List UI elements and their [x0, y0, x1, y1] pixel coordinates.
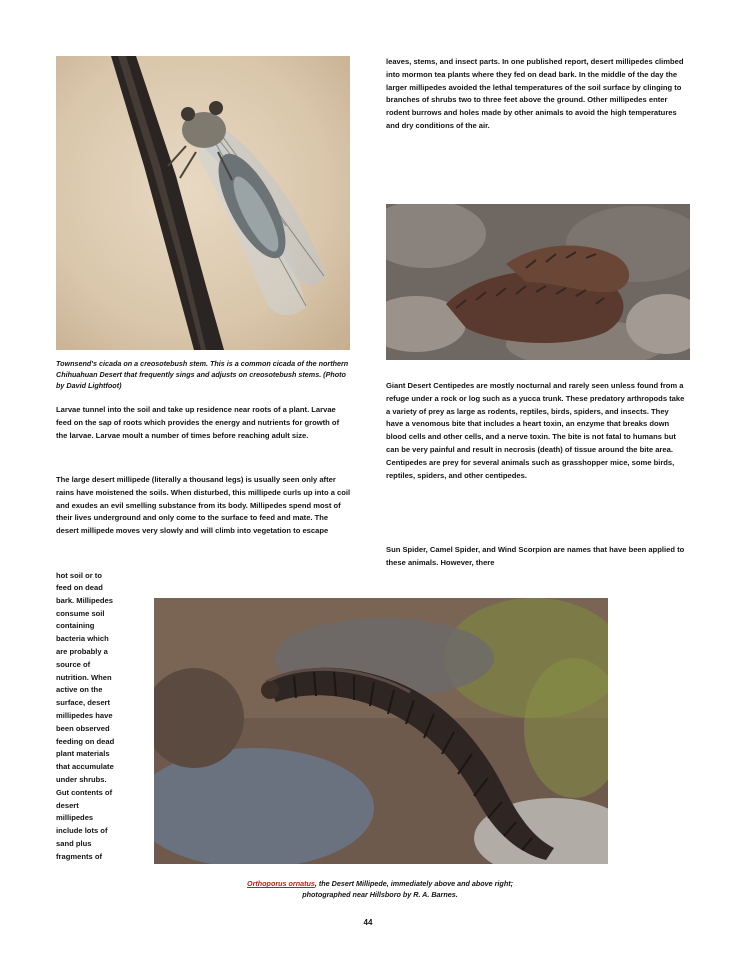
narrow-line: millipedes have — [56, 710, 113, 720]
centipede-photo — [386, 204, 690, 360]
narrow-text-column — [56, 582, 148, 864]
millipede-photo-image — [154, 598, 608, 864]
cicada-photo — [56, 56, 350, 350]
narrow-line: Gut contents of — [56, 787, 113, 797]
millipede-caption-line1 — [160, 878, 600, 889]
narrow-line: been observed — [56, 723, 110, 733]
narrow-line: include lots of — [56, 826, 108, 836]
millipede-photo — [154, 598, 608, 864]
narrow-line: millipedes — [56, 813, 94, 823]
page-number: 44 — [363, 918, 373, 927]
narrow-line: nutrition. When — [56, 672, 112, 682]
millipede-caption — [160, 878, 600, 900]
narrow-line: surface, desert — [56, 698, 111, 708]
narrow-line: active on the — [56, 685, 103, 695]
narrow-line: plant materials — [56, 749, 110, 759]
narrow-line: under shrubs. — [56, 774, 107, 784]
narrow-line: bacteria which — [56, 634, 109, 644]
narrow-line: desert — [56, 800, 79, 810]
narrow-line: source of — [56, 659, 91, 669]
narrow-line: containing — [56, 621, 95, 631]
millipede-caption-line2: photographed near Hillsboro by R. A. Barnes. — [302, 890, 458, 899]
millipede-paragraph-continued: hot soil or to — [56, 571, 102, 580]
caption-line1-rest: , the Desert Millipede, immediately above and above right; — [314, 879, 513, 888]
centipede-paragraph: Giant Desert Centipedes are mostly nocturnal and rarely seen unless found from a refuge under a rock or log such as a yucca trunk. These predatory arthropods take a variety of prey as large as rodents, reptiles, birds, spiders, and insects. They have a venomous bite that includes a heart toxin, an enzyme that breaks down blood cells and other cells, and a nerve toxin. The bite is not fatal to humans but can be very painful and result in necrosis (death) of tissue around the bite area. Centipedes are prey for several animals such as grasshopper mice, some birds, reptiles, spiders, and other centipedes. — [386, 381, 685, 480]
narrow-line: sand plus — [56, 838, 92, 848]
narrow-line: bark. Millipedes — [56, 595, 113, 605]
narrow-line: that accumulate — [56, 762, 114, 772]
millipede-behavior-paragraph: leaves, stems, and insect parts. In one published report, desert millipedes climbed into mormon tea plants where they fed on dead bark. In the middle of the day the larger millipedes avoided the lethal temperatures of the soil surface by clinging to branches of shrubs two to three feet above the ground. Other millipedes enter rodent burrows and holes made by other animals to avoid the high temperatures and dry conditions of the air. — [386, 57, 684, 130]
narrow-line: feeding on dead — [56, 736, 115, 746]
narrow-line: consume soil — [56, 608, 105, 618]
millipede-paragraph: The large desert millipede (literally a thousand legs) is usually seen only after rains have moistened the soils. When disturbed, this millipede curls up into a coil and exudes an evil smelling substance from its body. Millipedes spend most of their lives underground and only come to the surface to feed and mate. The desert millipede moves very slowly and will climb into vegetation to escape — [56, 475, 351, 536]
cicada-photo-image — [56, 56, 350, 350]
orthoporus-link[interactable]: Orthoporus ornatus — [247, 879, 315, 888]
sun-spider-paragraph: Sun Spider, Camel Spider, and Wind Scorpion are names that have been applied to these animals. However, there — [386, 545, 685, 567]
centipede-photo-image — [386, 204, 690, 360]
larvae-paragraph: Larvae tunnel into the soil and take up residence near roots of a plant. Larvae feed on the sap of roots which provides the energy and nutrients for growth of the larvae. Larvae moult a number of times before reaching adult size. — [56, 405, 340, 440]
narrow-line: fragments of — [56, 851, 102, 861]
cicada-caption: Townsend's cicada on a creosotebush stem. This is a common cicada of the northern Chihuahuan Desert that frequently sings and adjusts on creosotebush stems. (Photo by David Lightfoot) — [56, 359, 349, 390]
narrow-line: feed on dead — [56, 583, 103, 592]
narrow-line: are probably a — [56, 646, 108, 656]
